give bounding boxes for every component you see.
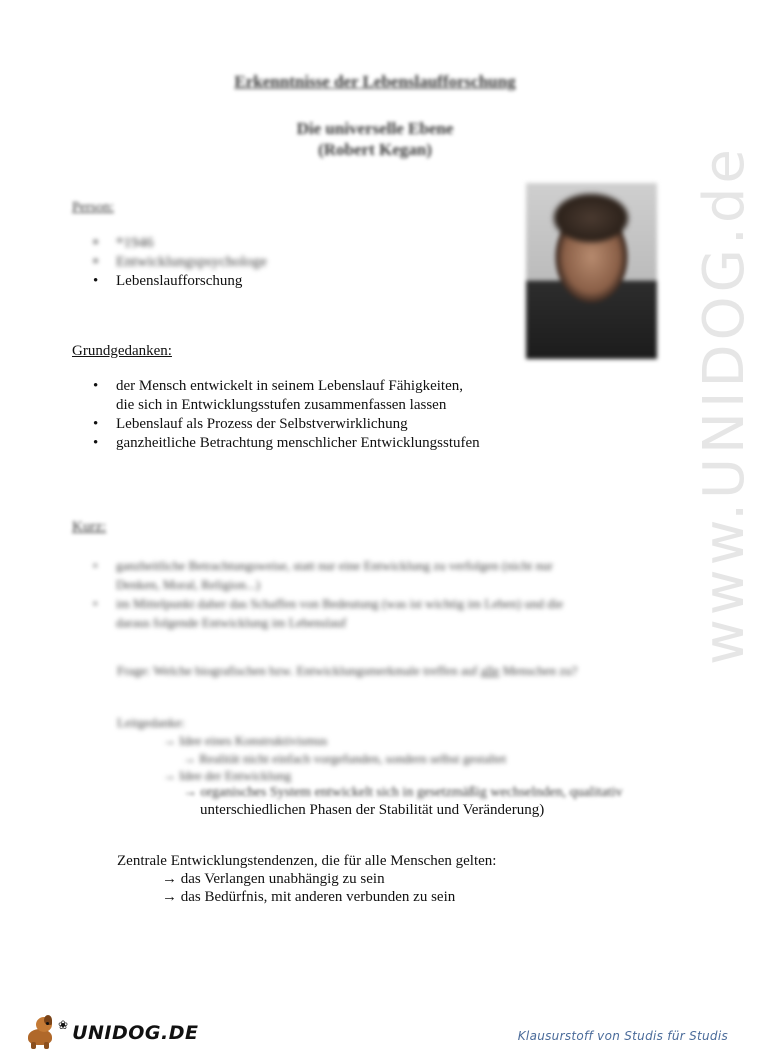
kurz-list xyxy=(72,556,662,632)
grundgedanken-label: Grundgedanken: xyxy=(72,343,172,359)
person-item-field: • Lebenslaufforschung xyxy=(72,272,402,291)
kurz-item-2 xyxy=(72,594,662,632)
footer-tagline: Klausurstoff von Studis für Studis xyxy=(517,1029,728,1043)
person-item-profession: • Entwicklungspsychologe xyxy=(72,253,402,272)
portrait-hair xyxy=(545,185,637,245)
page-title: Erkenntnisse der Lebenslaufforschung xyxy=(234,72,516,91)
kurz-item-1-line-2: Denken, Moral, Religion...) xyxy=(116,577,261,592)
watermark-text: www.UNIDOG.de xyxy=(692,145,757,665)
grundgedanken-list xyxy=(72,377,522,453)
leitgedanke-2a: → organisches System entwickelt sich in gesetzmäßig wechselnden, qualitativ xyxy=(183,785,623,800)
grundgedanken-item-2: • Lebenslauf als Prozess der Selbstverwirklichung xyxy=(72,415,522,434)
kurz-label: Kurz: xyxy=(72,519,107,535)
leitgedanke-2b: unterschiedlichen Phasen der Stabilität und Veränderung) xyxy=(200,802,545,818)
person-label: Person: xyxy=(72,200,114,215)
grundgedanken-item-1 xyxy=(72,377,522,415)
subtitle-line-1: Die universelle Ebene xyxy=(296,119,454,138)
person-list xyxy=(72,234,402,291)
kurz-item-1-line-1: ganzheitliche Betrachtungsweise, statt nur eine Entwicklung zu verfolgen (nicht nur xyxy=(116,558,553,573)
logo-text: UNIDOG.DE xyxy=(72,1022,199,1044)
leitgedanke-1: → Idee eines Konstruktivismus xyxy=(163,733,328,748)
subtitle-line-2: (Robert Kegan) xyxy=(318,140,432,159)
frage-prefix: Frage: Welche biografischen bzw. Entwicklungsmerkmale treffen auf xyxy=(117,663,478,678)
kurz-item-1 xyxy=(72,556,662,594)
tendenzen-heading: Zentrale Entwicklungstendenzen, die für alle Menschen gelten: xyxy=(117,853,497,869)
paw-icon: ❀ xyxy=(58,1017,69,1032)
kurz-item-2-line-2: daraus folgende Entwicklung im Lebenslauf xyxy=(116,615,347,630)
kurz-item-2-line-1: im Mittelpunkt daher das Schaffen von Bedeutung (was ist wichtig im Leben) und die xyxy=(116,596,564,611)
leitgedanke-1a: → Realität nicht einfach vorgefunden, sondern selbst gestaltet xyxy=(183,751,507,766)
dog-logo-icon xyxy=(22,1015,56,1051)
tendenzen-line-2: → das Bedürfnis, mit anderen verbunden zu sein xyxy=(162,889,456,905)
page-subtitle xyxy=(0,118,750,160)
footer-logo[interactable] xyxy=(22,1013,198,1053)
leitgedanke-2: → Idee der Entwicklung xyxy=(163,768,292,783)
grundgedanken-item-1-line-1: der Mensch entwickelt in seinem Lebenslauf Fähigkeiten, xyxy=(116,378,463,394)
tendenzen-line-1: → das Verlangen unabhängig zu sein xyxy=(162,871,385,887)
frage-line xyxy=(117,662,577,679)
leitgedanke-label: Leitgedanke: xyxy=(117,715,185,730)
person-item-birth: • *1946 xyxy=(72,234,402,253)
frage-suffix: Menschen zu? xyxy=(502,663,578,678)
grundgedanken-item-3: • ganzheitliche Betrachtung menschlicher Entwicklungsstufen xyxy=(72,434,522,453)
grundgedanken-item-1-line-2: die sich in Entwicklungsstufen zusammenfassen lassen xyxy=(116,397,447,413)
frage-emph: alle xyxy=(480,663,500,678)
